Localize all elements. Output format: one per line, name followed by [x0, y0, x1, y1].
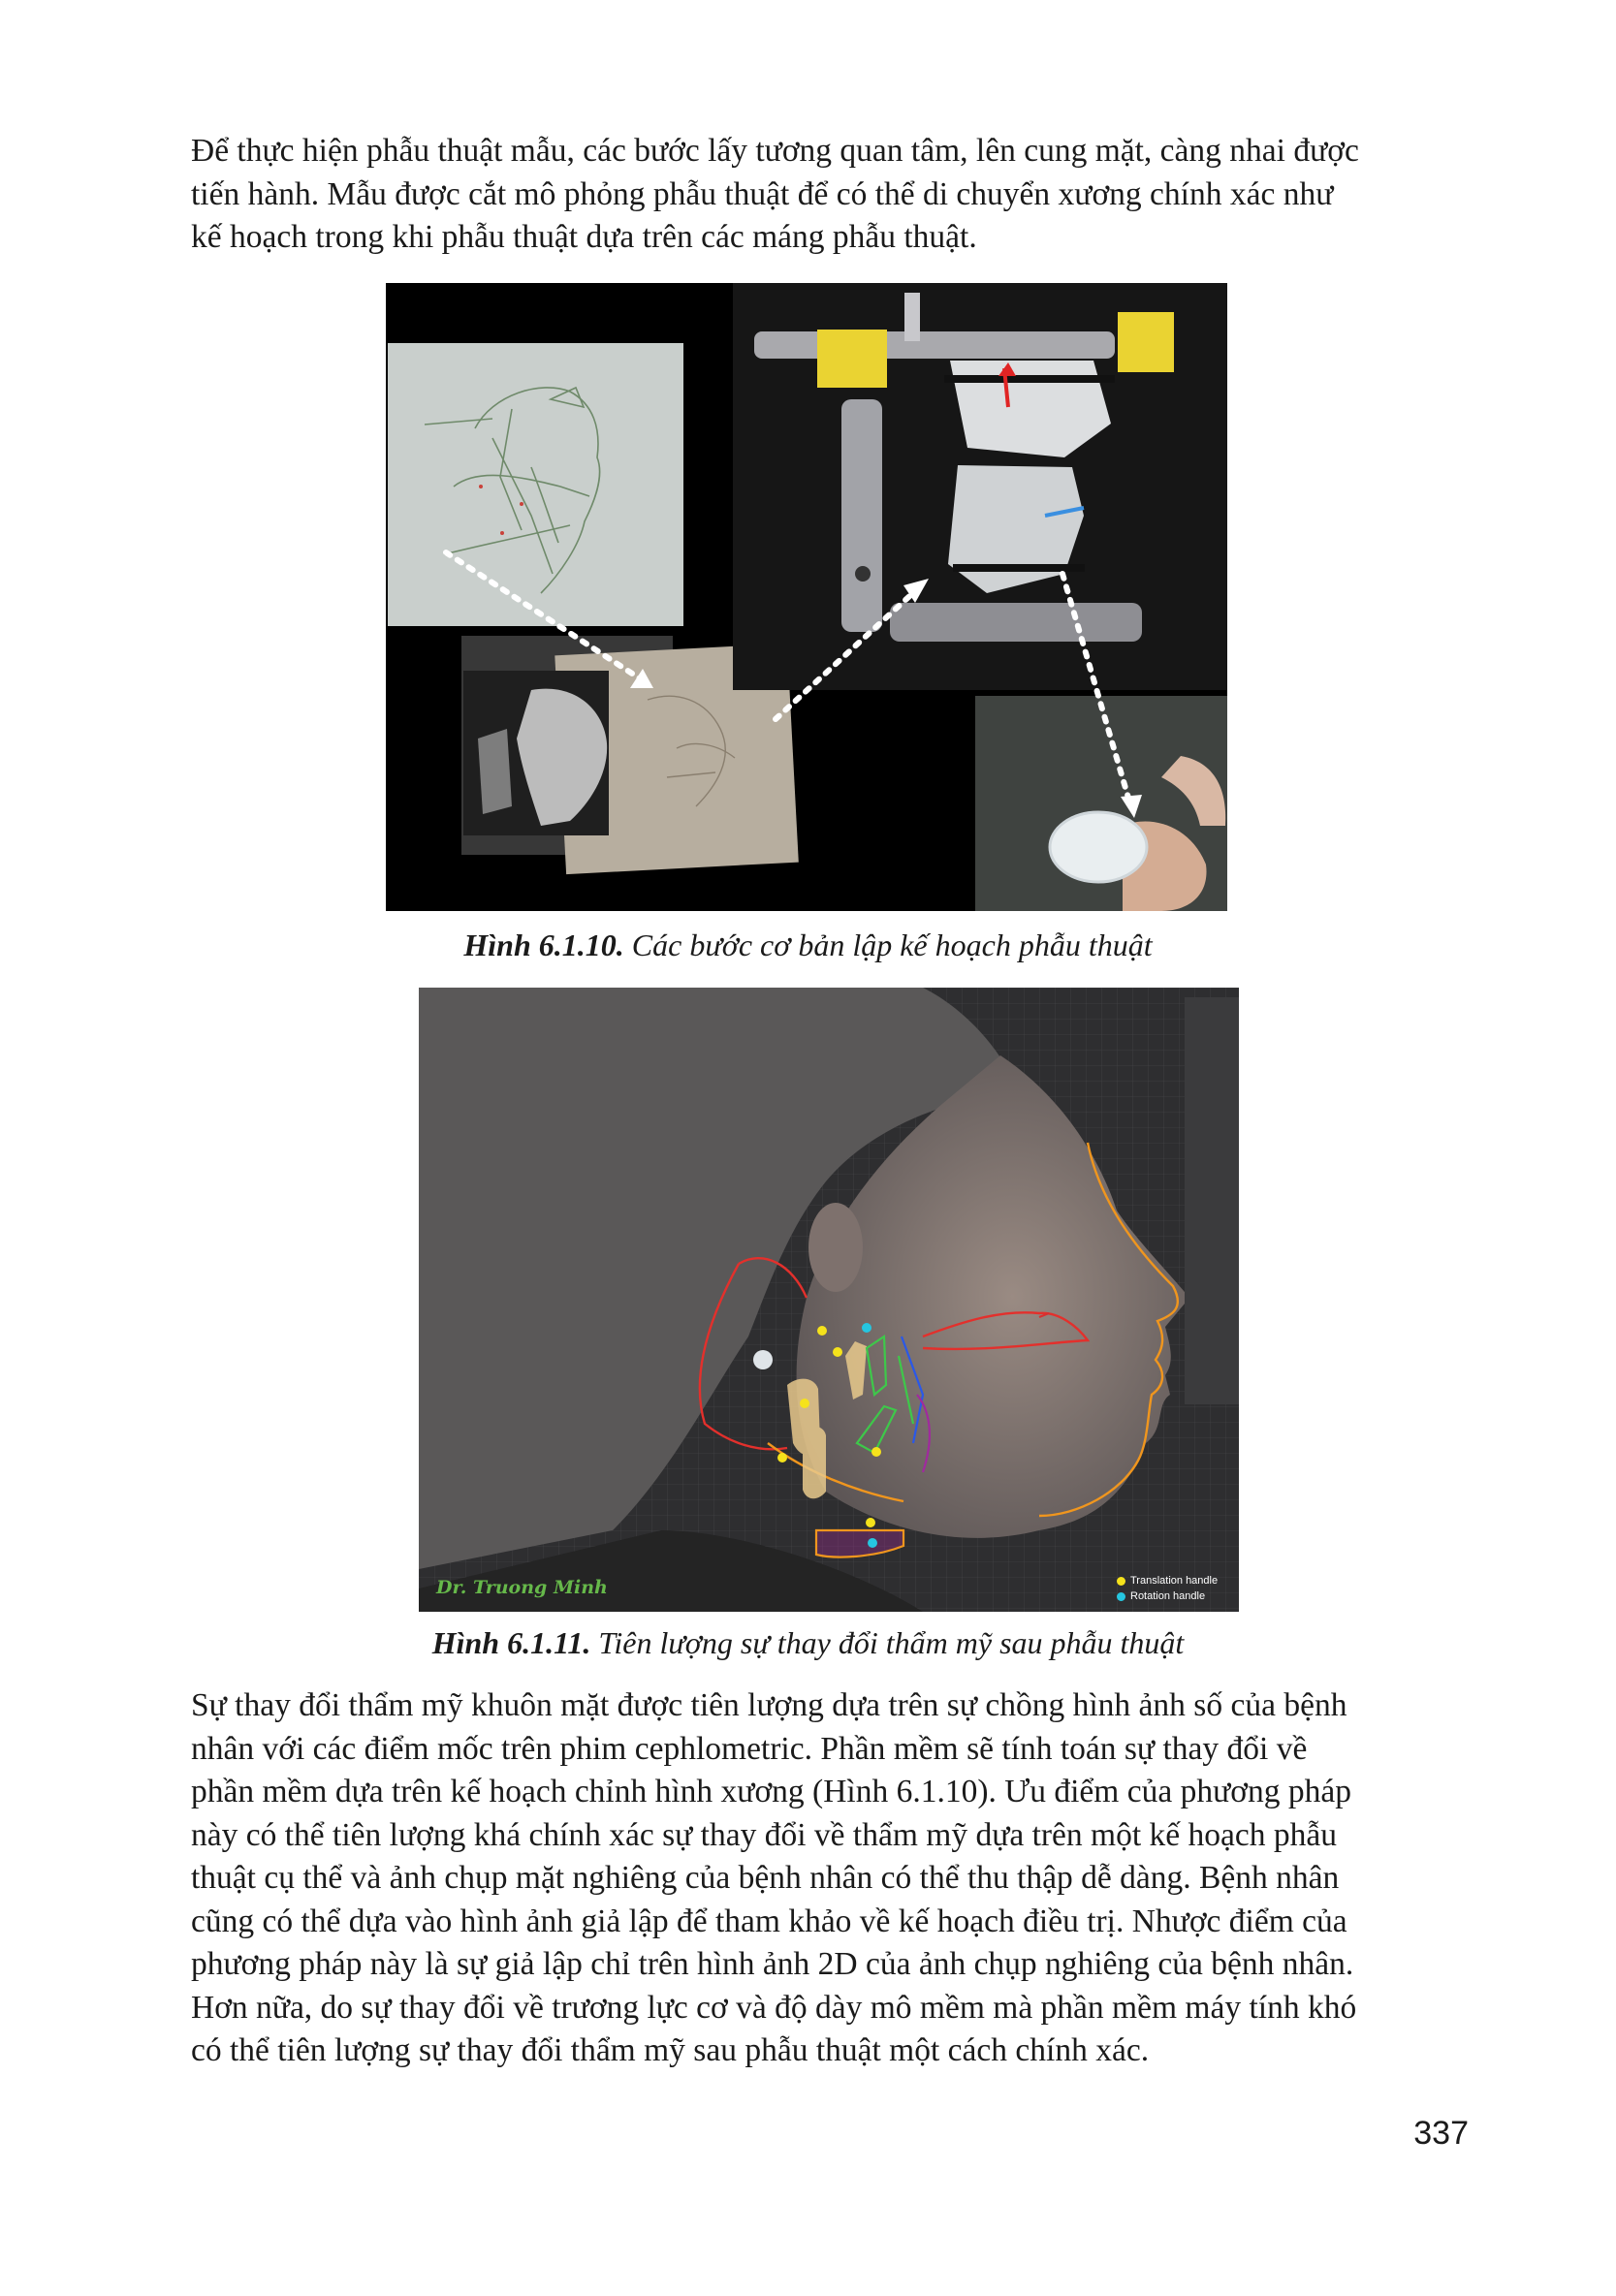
author-watermark: Dr. Truong Minh: [436, 1577, 608, 1598]
body-paragraph: [191, 1684, 1469, 2073]
body-line: có thể tiên lượng sự thay đổi thẩm mỹ sau phẫu thuật một cách chính xác.: [191, 2032, 1150, 2068]
body-line: phương pháp này là sự giả lập chỉ trên hình ảnh 2D của ảnh chụp nghiêng của bệnh nhân.: [191, 1946, 1354, 1982]
legend-item-rotation: Rotation handle: [1117, 1588, 1233, 1604]
handle-legend: [1117, 1573, 1233, 1604]
surgical-planning-figure: [386, 283, 1227, 911]
figure-caption-6-1-11: [0, 1625, 1616, 1661]
body-line: Sự thay đổi thẩm mỹ khuôn mặt được tiên lượng dựa trên sự chồng hình ảnh số của bệnh: [191, 1687, 1347, 1723]
figure-label: Hình 6.1.10.: [463, 928, 624, 962]
body-line: phần mềm dựa trên kế hoạch chỉnh hình xương (Hình 6.1.10). Ưu điểm của phương pháp: [191, 1774, 1351, 1809]
intro-line: kế hoạch trong khi phẫu thuật dựa trên các máng phẫu thuật.: [191, 219, 977, 255]
ceph-tracing-photo: [388, 343, 683, 626]
rotation-handle: [862, 1323, 871, 1333]
intro-line: tiến hành. Mẫu được cắt mô phỏng phẫu thuật để có thể di chuyển xương chính xác như: [191, 175, 1334, 212]
translation-handle: [817, 1326, 827, 1336]
intro-paragraph: [191, 130, 1469, 260]
tooth-lower: [803, 1426, 826, 1498]
figure-caption-text: Các bước cơ bản lập kế hoạch phẫu thuật: [631, 928, 1153, 962]
body-line: này có thể tiên lượng khá chính xác sự thay đổi về thẩm mỹ dựa trên một kế hoạch phẫu: [191, 1816, 1338, 1853]
figure-caption-6-1-10: [0, 928, 1616, 963]
figure-caption-text: Tiên lượng sự thay đổi thẩm mỹ sau phẫu thuật: [598, 1625, 1185, 1660]
body-line: thuật cụ thể và ảnh chụp mặt nghiêng của bệnh nhân có thể thu thập dễ dàng. Bệnh nhân: [191, 1860, 1340, 1896]
yellow-dot-icon: [1117, 1577, 1125, 1586]
body-line: Hơn nữa, do sự thay đổi về trương lực cơ và độ dày mô mềm mà phần mềm máy tính khó: [191, 1989, 1357, 2026]
body-line: cũng có thể dựa vào hình ảnh giả lập để tham khảo về kế hoạch điều trị. Nhược điểm của: [191, 1903, 1347, 1939]
page-number: 337: [1413, 2115, 1469, 2152]
aesthetic-prediction-figure: [419, 988, 1239, 1612]
figure-label: Hình 6.1.11.: [431, 1625, 591, 1660]
legend-item-translation: Translation handle: [1117, 1573, 1233, 1588]
intro-line: Để thực hiện phẫu thuật mẫu, các bước lấy tương quan tâm, lên cung mặt, càng nhai được: [191, 133, 1359, 169]
earring: [753, 1350, 773, 1369]
cyan-dot-icon: [1117, 1592, 1125, 1601]
body-line: nhân với các điểm mốc trên phim cephlometric. Phần mềm sẽ tính toán sự thay đổi về: [191, 1730, 1308, 1767]
